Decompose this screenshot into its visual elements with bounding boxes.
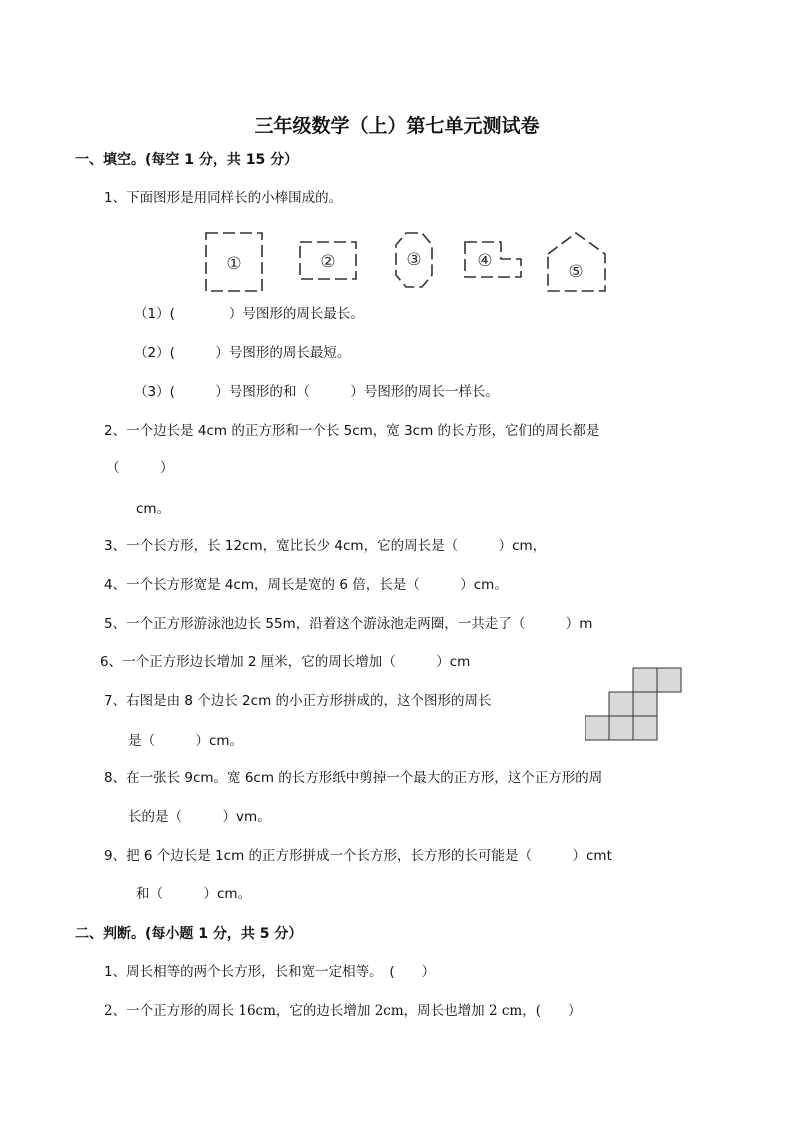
question-8-line-1: 8、在一张长 9cm。宽 6cm 的长方形纸中剪掉一个最大的正方形，这个正方形的周	[104, 770, 603, 786]
question-7-line-2: 是（ ）cm。	[128, 733, 244, 749]
judgment-2: 2、一个正方形的周长 16cm，它的边长增加 2cm，周长也增加 2 cm，( ）	[104, 1003, 582, 1019]
figure-label-4: ④	[477, 251, 493, 271]
figure-label-5: ⑤	[568, 262, 584, 282]
question-1-text: 1、下面图形是用同样长的小棒围成的。	[104, 190, 343, 206]
question-1-sub-1: （1）( ）号图形的周长最长。	[134, 306, 364, 322]
page-title: 三年级数学（上）第七单元测试卷	[254, 115, 540, 137]
question-2-line-1: 2、一个边长是 4cm 的正方形和一个长 5cm，宽 3cm 的长方形，它们的周长都是	[104, 423, 600, 439]
question-4: 4、一个长方形宽是 4cm，周长是宽的 6 倍，长是（ ）cm。	[104, 577, 508, 593]
question-6: 6、一个正方形边长增加 2 厘米，它的周长增加（ ）cm	[100, 654, 471, 670]
question-8-line-2: 长的是（ ）vm。	[128, 809, 271, 825]
question-9-line-2: 和（ ）cm。	[136, 886, 252, 902]
question-3: 3、一个长方形，长 12cm，宽比长少 4cm，它的周长是（ ）cm，	[104, 538, 547, 554]
staircase-squares-figure	[585, 666, 685, 742]
question-2-line-3: cm。	[136, 501, 171, 517]
figure-label-2: ②	[320, 252, 336, 272]
question-7-line-1: 7、右图是由 8 个边长 2cm 的小正方形拼成的，这个图形的周长	[104, 693, 492, 709]
judgment-1: 1、周长相等的两个长方形，长和宽一定相等。 ( ）	[104, 964, 436, 980]
section-1-heading: 一、填空。(每空 1 分，共 15 分）	[75, 152, 299, 168]
question-5: 5、一个正方形游泳池边长 55m，沿着这个游泳池走两圈，一共走了（ ）m	[104, 616, 593, 632]
section-2-heading: 二、判断。(每小题 1 分，共 5 分）	[75, 926, 303, 942]
stick-shapes-figure	[200, 229, 620, 299]
question-2-line-2: （ ）	[106, 460, 174, 476]
question-1-sub-2: （2）( ）号图形的周长最短。	[134, 345, 351, 361]
question-9-line-1: 9、把 6 个边长是 1cm 的正方形拼成一个长方形，长方形的长可能是（ ）cmt	[104, 848, 612, 864]
figure-label-1: ①	[226, 254, 242, 274]
figure-label-3: ③	[406, 250, 422, 270]
question-1-sub-3: （3）( ）号图形的和（ ）号图形的周长一样长。	[134, 384, 499, 400]
